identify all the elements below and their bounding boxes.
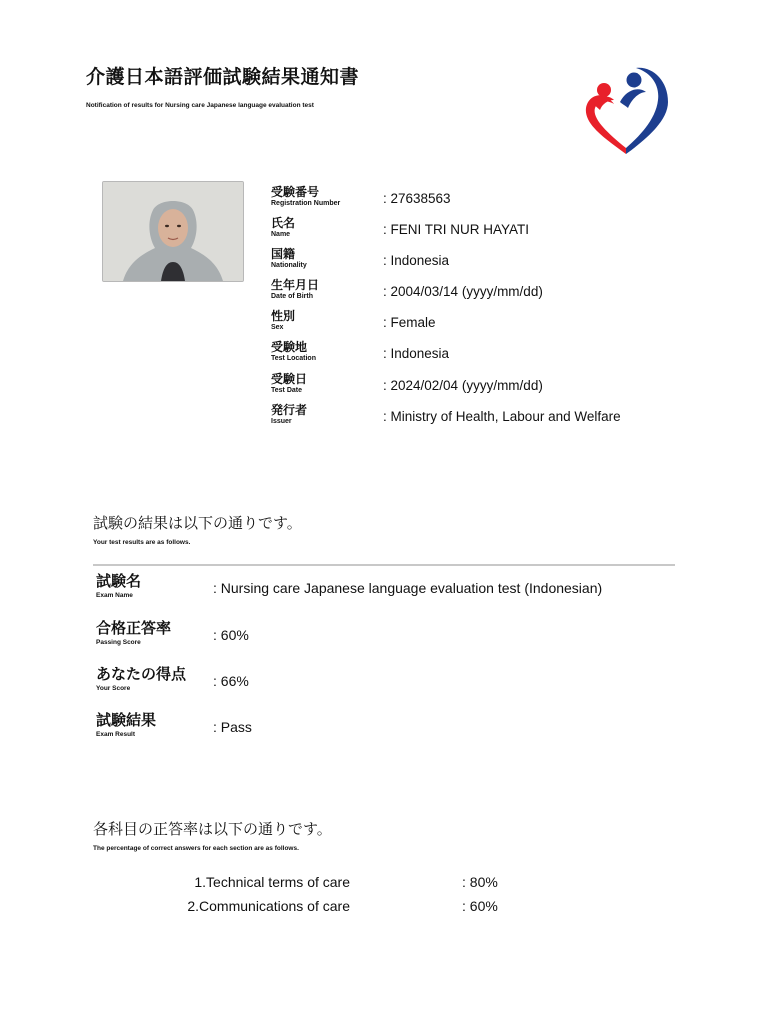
info-row-sex bbox=[271, 307, 691, 337]
info-label-en: Nationality bbox=[271, 262, 307, 269]
mhlw-logo-icon bbox=[582, 62, 672, 158]
info-label-jp: 受験番号 bbox=[271, 185, 320, 199]
info-value: : 2004/03/14 (yyyy/mm/dd) bbox=[383, 284, 543, 299]
info-row-date-of-birth bbox=[271, 276, 691, 306]
result-label-jp: 合格正答率 bbox=[96, 619, 172, 637]
info-label-jp: 受験日 bbox=[271, 372, 308, 386]
info-row-issuer bbox=[271, 401, 691, 431]
result-value: : 66% bbox=[213, 673, 249, 689]
result-label-en: Exam Result bbox=[96, 731, 136, 738]
section-row-communications bbox=[187, 898, 600, 918]
result-label-jp: 試験結果 bbox=[96, 711, 157, 729]
info-label-jp: 受験地 bbox=[271, 340, 308, 354]
info-label-jp: 生年月日 bbox=[271, 278, 320, 292]
result-label-en: Passing Score bbox=[96, 639, 141, 646]
result-value: : 60% bbox=[213, 627, 249, 643]
info-label-en: Test Date bbox=[271, 387, 302, 394]
result-row-exam-result bbox=[96, 709, 676, 749]
info-label-en: Sex bbox=[271, 324, 284, 331]
result-row-your-score bbox=[96, 663, 676, 703]
info-row-registration-number bbox=[271, 183, 691, 213]
sections-heading: 各科目の正答率は以下の通りです。 bbox=[93, 820, 332, 838]
section-row-technical-terms bbox=[194, 874, 600, 894]
info-value: : Indonesia bbox=[383, 253, 450, 268]
info-row-test-date bbox=[271, 370, 691, 400]
info-label-jp: 発行者 bbox=[271, 403, 308, 417]
info-label-en: Test Location bbox=[271, 355, 316, 362]
info-value: : 27638563 bbox=[383, 191, 451, 206]
result-row-passing-score bbox=[96, 617, 676, 657]
document-subtitle: Notification of results for Nursing care Japanese language evaluation test bbox=[86, 102, 314, 109]
sections-heading-en: The percentage of correct answers for each section are as follows. bbox=[93, 845, 299, 852]
info-label-en: Date of Birth bbox=[271, 293, 313, 300]
info-label-en: Issuer bbox=[271, 418, 292, 425]
info-label-en: Registration Number bbox=[271, 200, 341, 207]
info-label-jp: 氏名 bbox=[271, 216, 296, 230]
section-value: : 80% bbox=[462, 874, 498, 890]
result-label-en: Your Score bbox=[96, 685, 131, 692]
applicant-photo bbox=[102, 181, 244, 282]
info-label-jp: 性別 bbox=[271, 309, 296, 323]
info-value: : Female bbox=[383, 315, 436, 330]
result-value: : Pass bbox=[213, 719, 252, 735]
divider bbox=[93, 564, 675, 566]
info-label-jp: 国籍 bbox=[271, 247, 296, 261]
info-value: : Indonesia bbox=[383, 346, 450, 361]
info-row-name bbox=[271, 214, 691, 244]
info-value: : Ministry of Health, Labour and Welfare bbox=[383, 409, 621, 424]
results-heading-en: Your test results are as follows. bbox=[93, 539, 191, 546]
section-value: : 60% bbox=[462, 898, 498, 914]
section-name: 1.Technical terms of care bbox=[194, 874, 350, 890]
info-label-en: Name bbox=[271, 231, 291, 238]
result-row-exam-name bbox=[96, 570, 676, 610]
document-title: 介護日本語評価試験結果通知書 bbox=[86, 66, 360, 88]
info-value: : 2024/02/04 (yyyy/mm/dd) bbox=[383, 378, 543, 393]
result-label-en: Exam Name bbox=[96, 592, 133, 599]
result-label-jp: 試験名 bbox=[96, 572, 142, 590]
info-row-test-location bbox=[271, 338, 691, 368]
section-name: 2.Communications of care bbox=[187, 898, 350, 914]
result-value: : Nursing care Japanese language evaluation test (Indonesian) bbox=[213, 580, 603, 596]
results-heading: 試験の結果は以下の通りです。 bbox=[93, 514, 302, 532]
info-value: : FENI TRI NUR HAYATI bbox=[383, 222, 530, 237]
info-row-nationality bbox=[271, 245, 691, 275]
result-label-jp: あなたの得点 bbox=[96, 665, 187, 683]
